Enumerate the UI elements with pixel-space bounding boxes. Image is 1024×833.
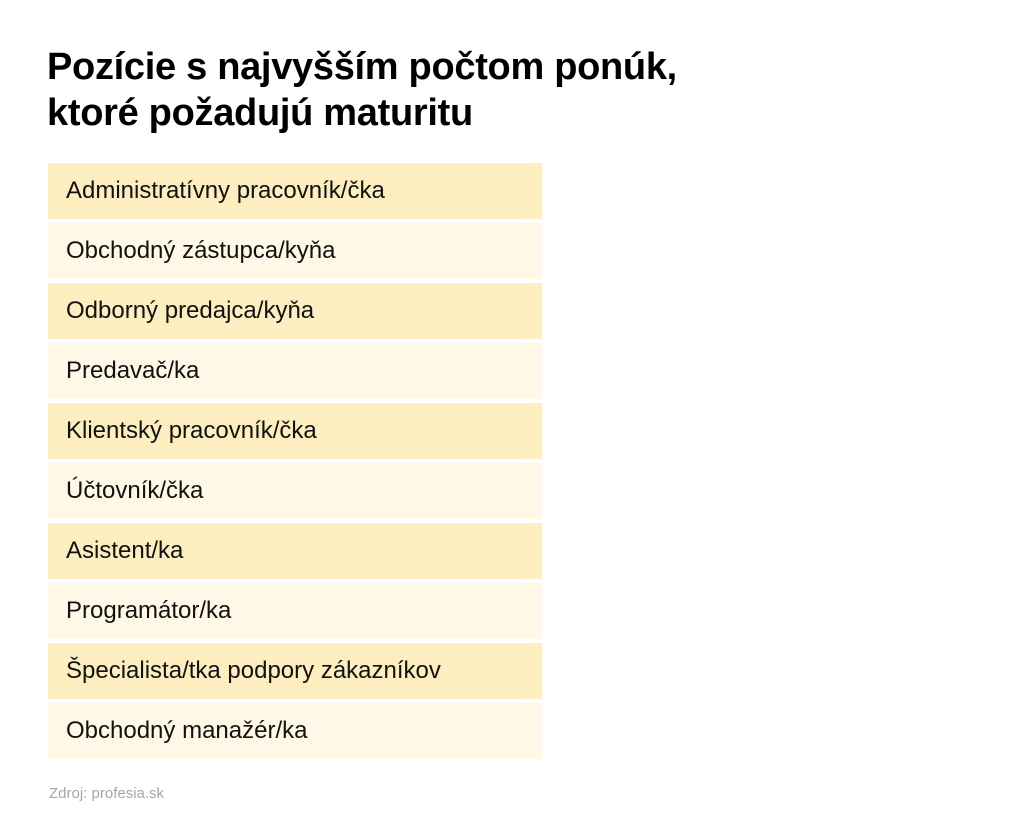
title-line-1: Pozície s najvyšším počtom ponúk, xyxy=(47,46,677,88)
table-row: Obchodný manažér/ka xyxy=(48,703,542,759)
table-row: Programátor/ka xyxy=(48,583,542,639)
table-row: Odborný predajca/kyňa xyxy=(48,283,542,339)
table-row: Účtovník/čka xyxy=(48,463,542,519)
page-title xyxy=(47,44,947,136)
title-line-2: ktoré požadujú maturitu xyxy=(47,92,473,134)
table-row: Obchodný zástupca/kyňa xyxy=(48,223,542,279)
table-row: Asistent/ka xyxy=(48,523,542,579)
table-row: Špecialista/tka podpory zákazníkov xyxy=(48,643,542,699)
table-row: Klientský pracovník/čka xyxy=(48,403,542,459)
source-note: Zdroj: profesia.sk xyxy=(49,785,165,802)
table-row: Predavač/ka xyxy=(48,343,542,399)
table-row: Administratívny pracovník/čka xyxy=(48,163,542,219)
positions-table xyxy=(48,163,542,763)
